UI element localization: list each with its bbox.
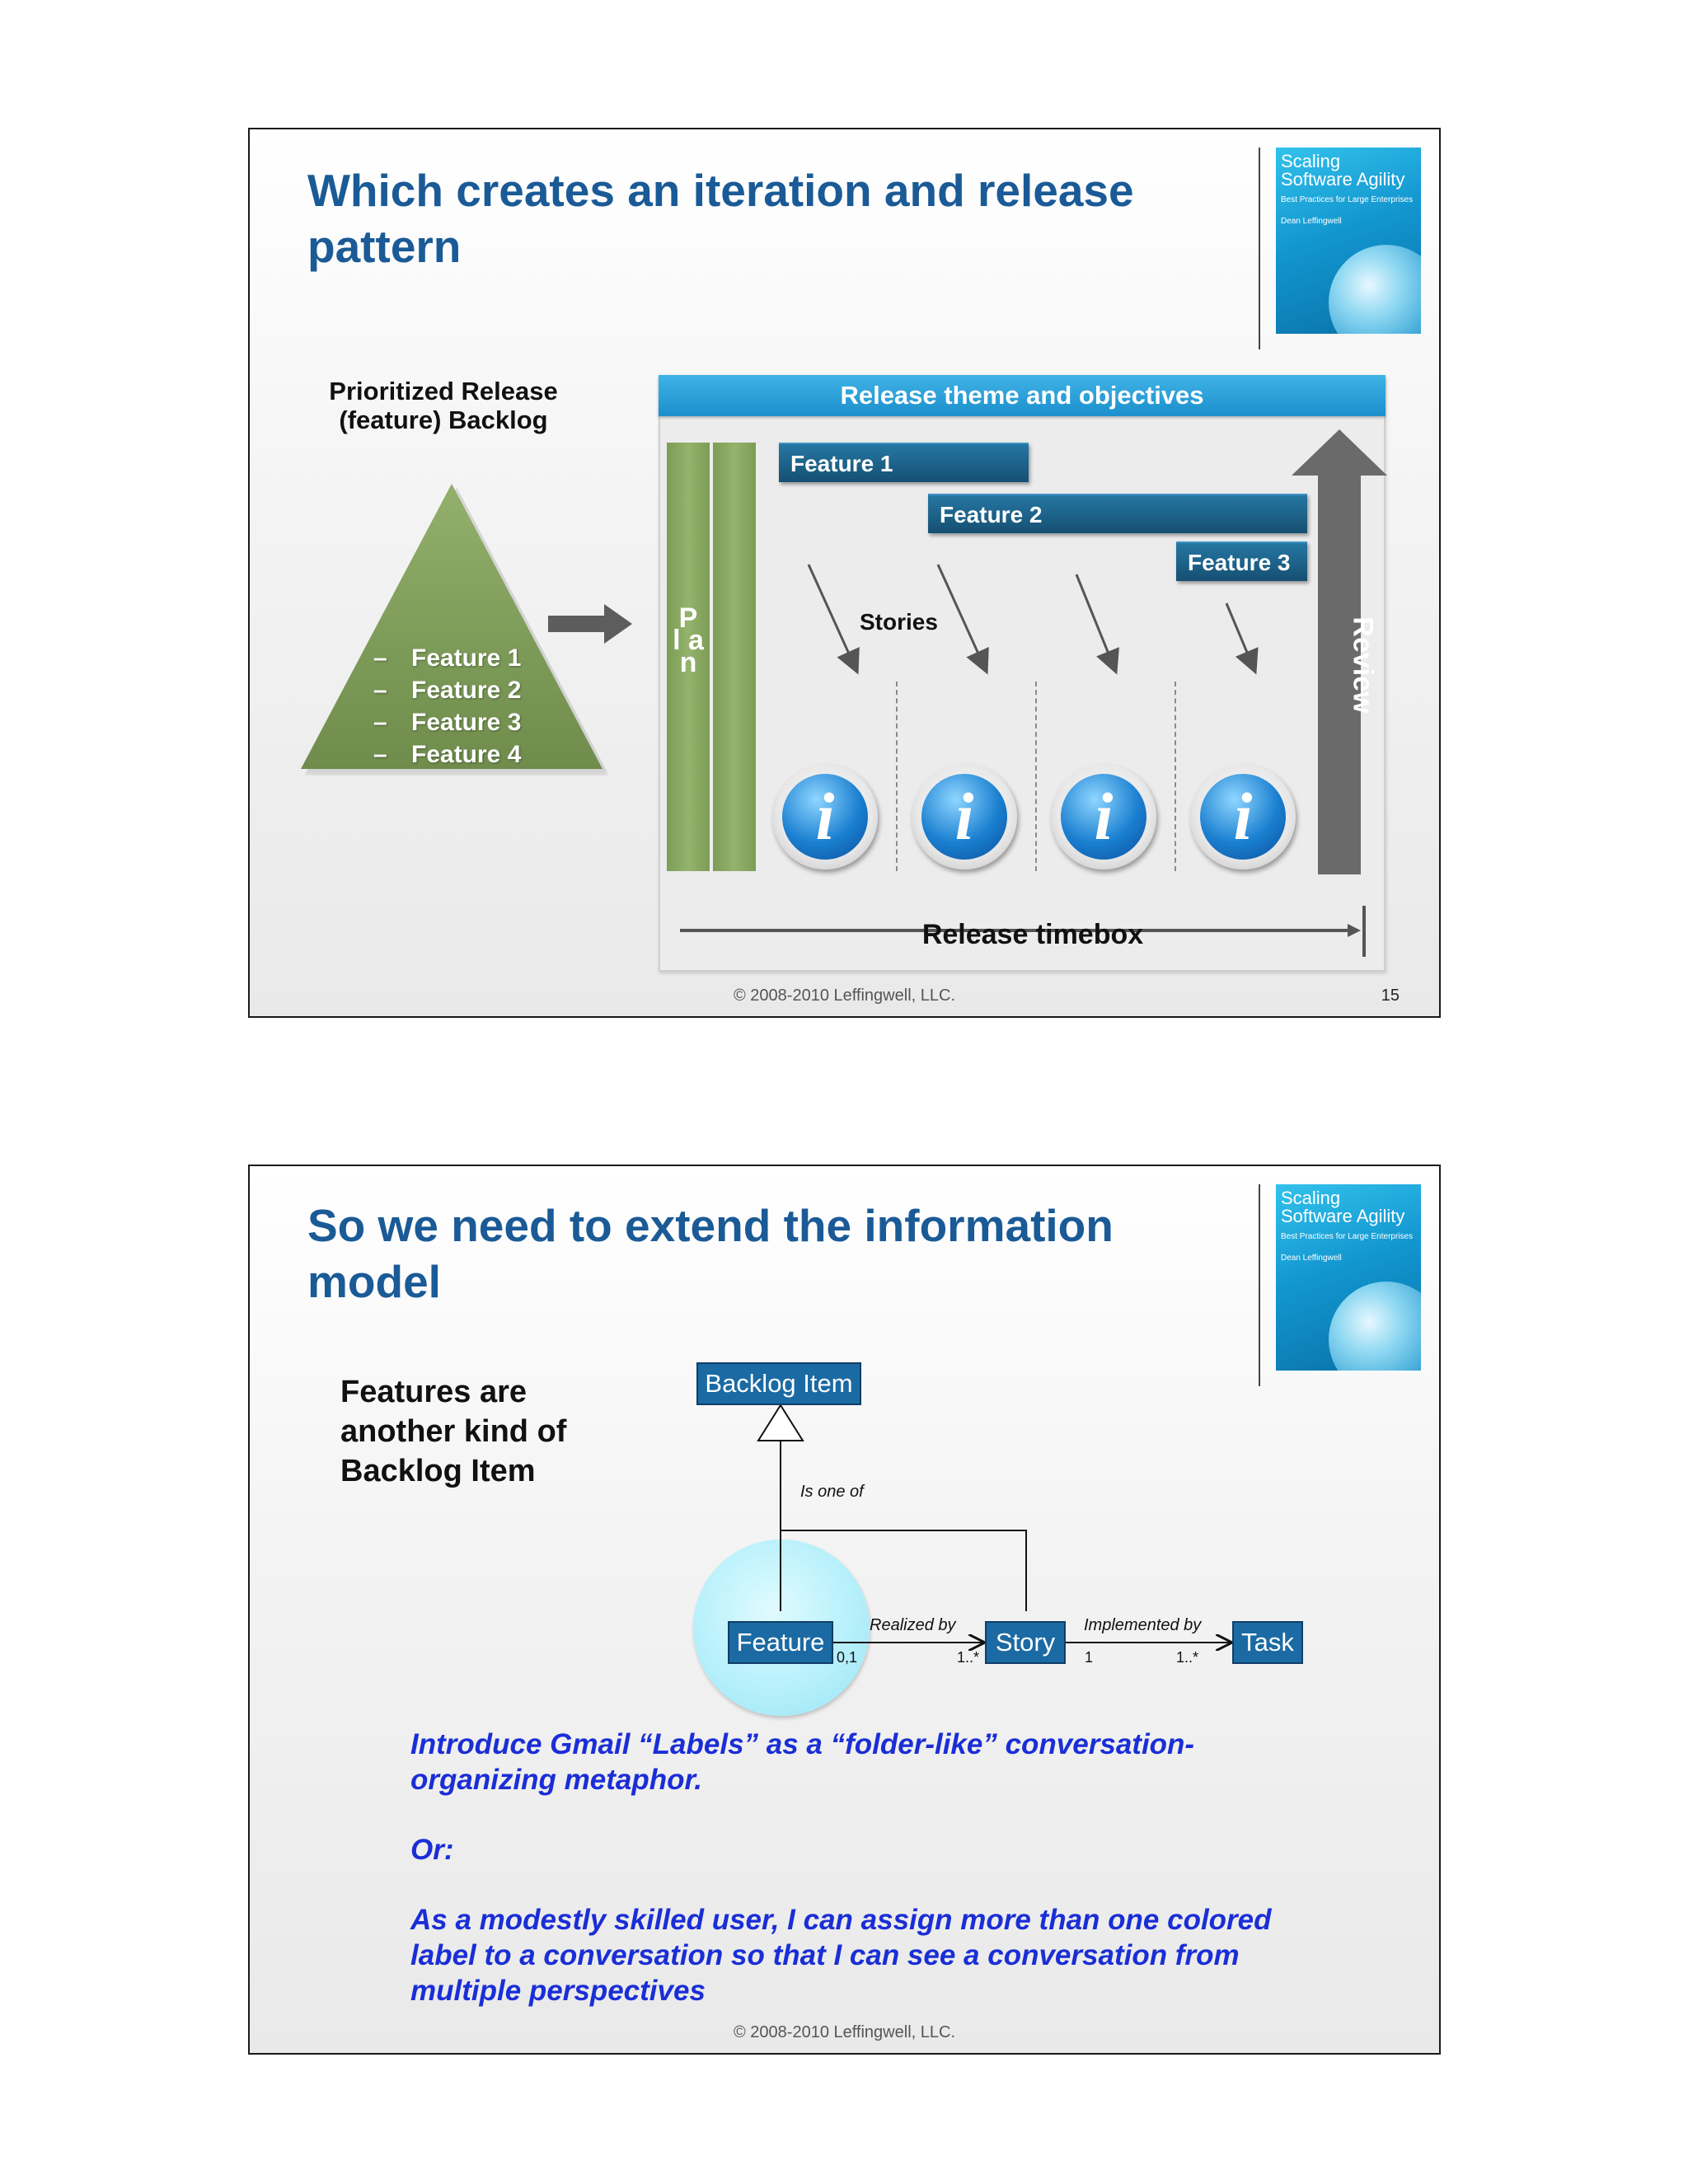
- info-icon: i: [772, 764, 878, 869]
- list-item: – Feature 2: [373, 677, 522, 704]
- book-title: Scaling: [1281, 151, 1341, 171]
- multiplicity-label: 1..*: [957, 1649, 980, 1666]
- copyright-footer: © 2008-2010 Leffingwell, LLC.: [734, 987, 955, 1005]
- realized-by-label: Realized by: [870, 1616, 956, 1634]
- slide-information-model: [248, 1165, 1441, 2055]
- book-subtitle: Best Practices for Large Enterprises: [1281, 195, 1414, 204]
- iteration-divider: [896, 682, 898, 871]
- story-arrow: [1226, 603, 1254, 670]
- slide-title: So we need to extend the information model: [307, 1200, 1114, 1307]
- list-item: – Feature 3: [373, 709, 522, 736]
- book-title: Scaling: [1281, 1188, 1341, 1208]
- backlog-item-box: Backlog Item: [696, 1362, 861, 1405]
- task-box: Task: [1232, 1621, 1303, 1664]
- page-number: 15: [1381, 987, 1400, 1005]
- is-one-of-label: Is one of: [800, 1483, 864, 1501]
- book-title: Software Agility: [1281, 1206, 1405, 1226]
- story-line: Introduce Gmail “Labels” as a “folder-like” conversation-organizing metaphor.: [410, 1728, 1195, 1796]
- info-icon: i: [912, 764, 1017, 869]
- plan-label: P l a n: [673, 602, 704, 678]
- features-statement: Features are another kind of Backlog Item: [340, 1375, 567, 1488]
- story-arrow: [809, 565, 856, 670]
- implemented-by-label: Implemented by: [1084, 1616, 1202, 1634]
- slide-iteration-release-pattern: [248, 128, 1441, 1018]
- slide-title: Which creates an iteration and release pattern: [307, 165, 1134, 272]
- multiplicity-label: 0,1: [837, 1649, 858, 1666]
- info-icon: i: [1190, 764, 1296, 869]
- example-user-story: [410, 1727, 1276, 2043]
- copyright-footer: © 2008-2010 Leffingwell, LLC.: [734, 2023, 955, 2041]
- feature-bar: Feature 2: [928, 494, 1307, 533]
- book-subtitle: Best Practices for Large Enterprises: [1281, 1232, 1414, 1241]
- book-title: Software Agility: [1281, 169, 1405, 190]
- generalization-triangle: [758, 1405, 803, 1441]
- stories-label: Stories: [860, 609, 938, 635]
- multiplicity-label: 1: [1085, 1649, 1094, 1666]
- feature-bar: Feature 3: [1176, 541, 1307, 581]
- story-arrows: [250, 129, 1441, 1018]
- list-item: – Feature 4: [373, 741, 522, 768]
- story-box: Story: [985, 1621, 1066, 1664]
- iteration-divider: [1175, 682, 1176, 871]
- feature-bar: Feature 1: [779, 443, 1029, 482]
- story-arrow: [938, 565, 986, 670]
- story-arrow: [1076, 574, 1115, 670]
- info-icon: i: [1051, 764, 1156, 869]
- list-item: – Feature 1: [373, 644, 522, 672]
- book-author: Dean Leffingwell: [1281, 217, 1342, 226]
- multiplicity-label: 1..*: [1176, 1649, 1199, 1666]
- story-line: As a modestly skilled user, I can assign more than one colored label to a conversation so that I can see a conversation from multiple perspectives: [410, 1904, 1272, 2007]
- backlog-title: Prioritized Release (feature) Backlog: [329, 377, 558, 434]
- story-line: Or:: [410, 1834, 454, 1866]
- iteration-divider: [1035, 682, 1037, 871]
- feature-box: Feature: [728, 1621, 833, 1664]
- release-theme-bar: Release theme and objectives: [659, 375, 1386, 416]
- book-author: Dean Leffingwell: [1281, 1254, 1342, 1263]
- review-label: Review: [1347, 616, 1379, 714]
- release-timebox-label: Release timebox: [921, 919, 1144, 950]
